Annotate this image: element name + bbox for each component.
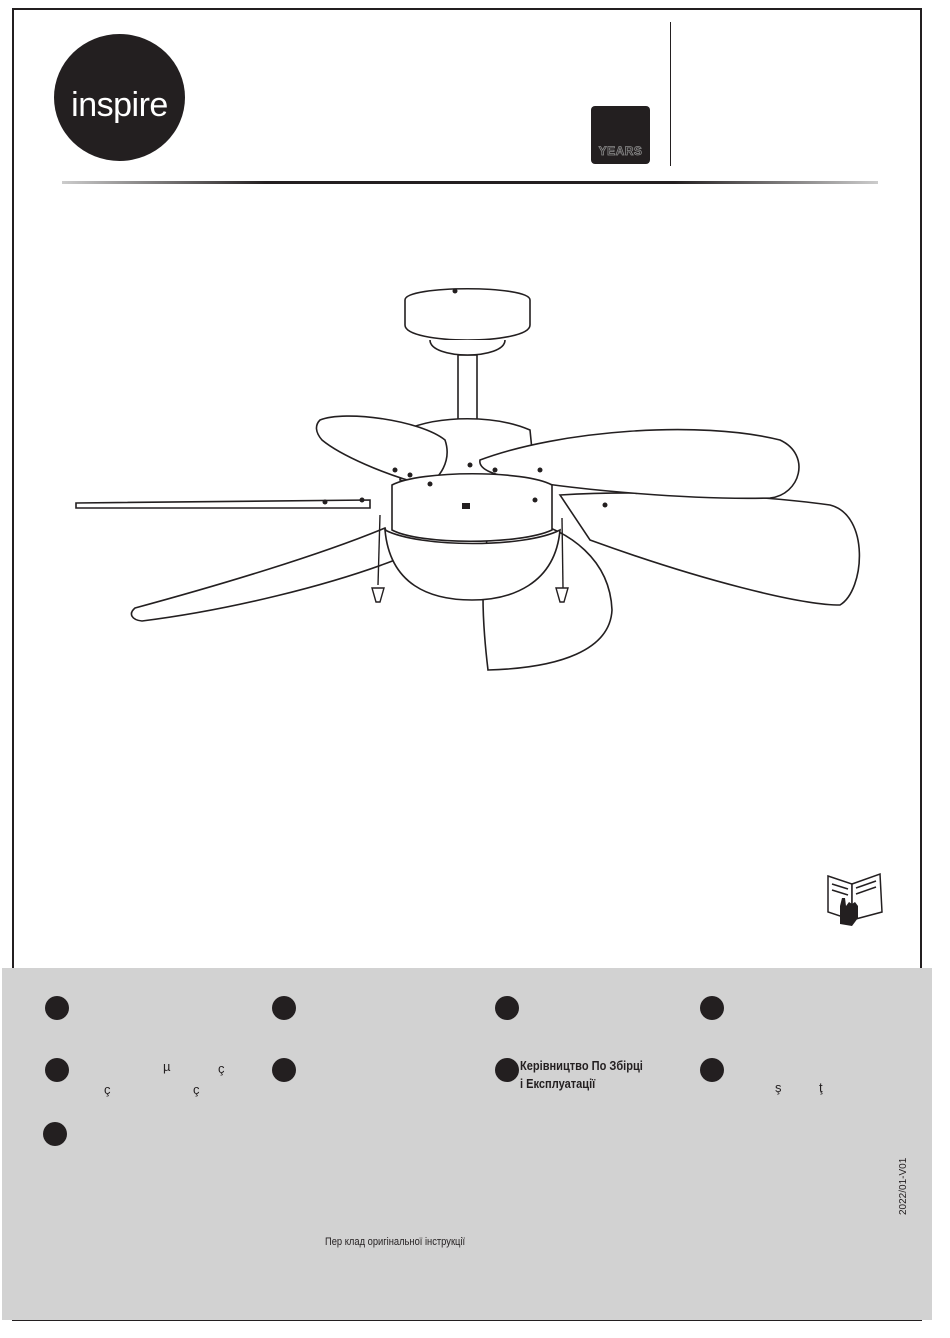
stray-glyph: ç bbox=[218, 1061, 225, 1076]
warranty-years-badge bbox=[591, 106, 650, 164]
version-code: 2022/01-V01 bbox=[898, 1157, 909, 1215]
stray-glyph: µ bbox=[163, 1059, 171, 1074]
ceiling-fan-illustration bbox=[70, 282, 870, 682]
ukrainian-title-line2: і Експлуатації bbox=[520, 1076, 596, 1091]
stray-glyph: ţ bbox=[819, 1080, 823, 1095]
language-flag-dot bbox=[700, 996, 724, 1020]
logo-text: inspire bbox=[71, 86, 168, 124]
language-panel bbox=[2, 968, 932, 1320]
stray-glyph: ç bbox=[104, 1082, 111, 1097]
language-flag-dot bbox=[43, 1122, 67, 1146]
manual-reading-icon bbox=[822, 868, 888, 928]
language-flag-dot bbox=[272, 996, 296, 1020]
language-flag-dot bbox=[700, 1058, 724, 1082]
years-label: YEARS bbox=[598, 144, 643, 158]
header-divider-vertical bbox=[670, 22, 671, 166]
stray-glyph: ş bbox=[775, 1080, 782, 1095]
language-flag-dot bbox=[495, 996, 519, 1020]
language-flag-dot bbox=[495, 1058, 519, 1082]
ukrainian-title-line1: Керівництво По Збірці bbox=[520, 1058, 643, 1073]
translation-note: Пер клад оригінальної інструкції bbox=[325, 1236, 466, 1248]
ukrainian-manual-title bbox=[520, 1057, 643, 1093]
language-flag-dot bbox=[45, 1058, 69, 1082]
stray-glyph: ç bbox=[193, 1082, 200, 1097]
header-divider-horizontal bbox=[62, 181, 878, 184]
language-flag-dot bbox=[45, 996, 69, 1020]
language-flag-dot bbox=[272, 1058, 296, 1082]
inspire-logo bbox=[54, 34, 185, 161]
